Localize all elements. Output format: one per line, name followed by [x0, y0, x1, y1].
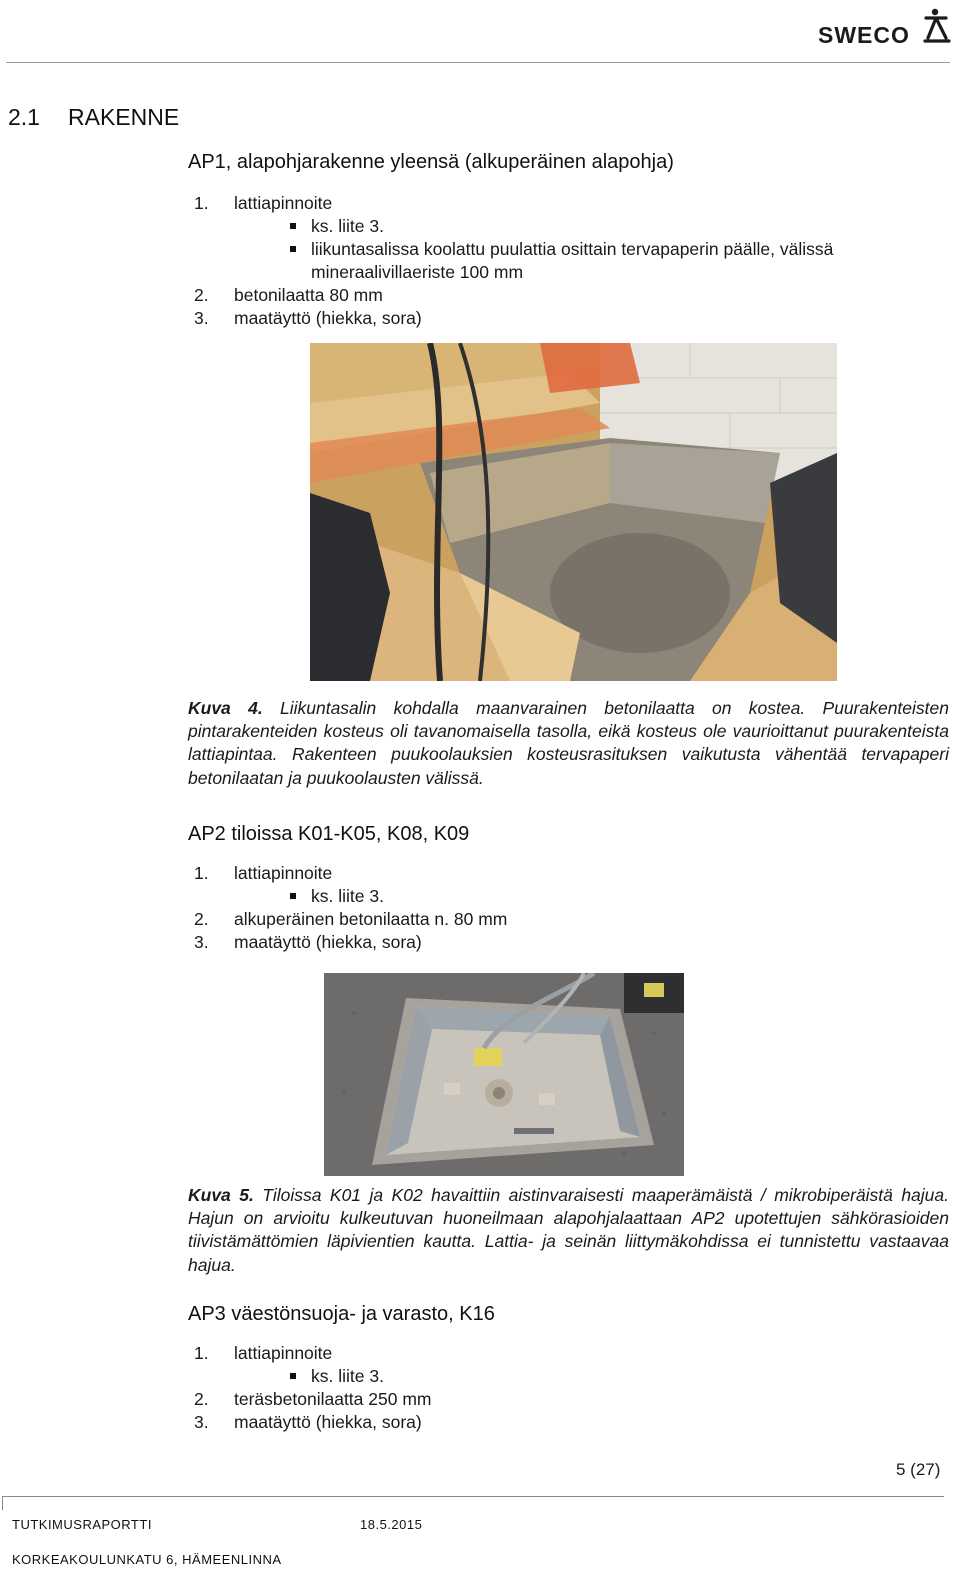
figure-4-photo	[310, 343, 837, 681]
header-divider	[6, 62, 950, 63]
figure-4-caption	[188, 697, 949, 790]
list-text: lattiapinnoite	[234, 1343, 333, 1363]
list-number: 2.	[194, 1389, 209, 1409]
figure-5-photo	[324, 973, 684, 1176]
list-number: 3.	[194, 1412, 209, 1432]
list-text: lattiapinnoite	[234, 193, 333, 213]
footer-divider	[2, 1496, 944, 1497]
company-logo	[818, 8, 952, 48]
page-number: 5 (27)	[896, 1460, 941, 1479]
figure-4-caption-text: Liikuntasalin kohdalla maanvarainen betonilaatta on kostea. Puurakenteisten pintarakenteiden kosteus oli tavanomaisella tasolla, eikä kosteus ole vaurioittanut puurakenteista lattiapintaa. Rakenteen puukoolauksien kosteusrasituksen vaikutusta vähentää tervapaperi betonilaatan ja puukoolausten välissä.	[188, 698, 949, 788]
list-number: 3.	[194, 308, 209, 328]
list-number: 1.	[194, 193, 209, 213]
section-number: 2.1	[8, 104, 40, 130]
logo-text: SWECO	[818, 22, 910, 48]
bullet-square-icon	[290, 893, 296, 899]
figure-5-caption-text: Tiloissa K01 ja K02 havaittiin aistinvaraisesti maaperämäistä / mikrobiperäistä hajua. Hajun on arvioitu kulkeutuvan huoneilmaan alapohjalaattaan AP2 upotettujen sähkörasioiden tiivistämättömien läpivientien kautta. Lattia- ja seinän liittymäkohdissa ei tunnistettu vastaavaa hajua.	[188, 1185, 950, 1275]
sweco-mark-icon	[922, 8, 952, 44]
section-title-text: RAKENNE	[68, 104, 180, 130]
list-number: 1.	[194, 863, 209, 883]
bullet-square-icon	[290, 1373, 296, 1379]
floor-box-illustration	[324, 973, 684, 1176]
list-text: maatäyttö (hiekka, sora)	[234, 308, 422, 328]
list-number: 2.	[194, 909, 209, 929]
bullet-square-icon	[290, 223, 296, 229]
bullet-text: liikuntasalissa koolattu puulattia osittain tervapaperin päälle, välissä	[311, 239, 834, 259]
ap3-heading: AP3 väestönsuoja- ja varasto, K16	[188, 1303, 495, 1325]
ap1-heading: AP1, alapohjarakenne yleensä (alkuperäinen alapohja)	[188, 151, 674, 173]
list-text: alkuperäinen betonilaatta n. 80 mm	[234, 909, 508, 929]
bullet-text-continued: mineraalivillaeriste 100 mm	[311, 262, 524, 282]
floor-opening-illustration	[310, 343, 837, 681]
footer-doc-type: TUTKIMUSRAPORTTI	[12, 1517, 152, 1532]
figure-5-caption	[188, 1184, 949, 1277]
footer-date: 18.5.2015	[360, 1517, 423, 1532]
ap2-heading: AP2 tiloissa K01-K05, K08, K09	[188, 823, 470, 845]
footer-address: KORKEAKOULUNKATU 6, HÄMEENLINNA	[12, 1552, 282, 1567]
list-text: lattiapinnoite	[234, 863, 333, 883]
list-number: 2.	[194, 285, 209, 305]
list-number: 1.	[194, 1343, 209, 1363]
list-text: betonilaatta 80 mm	[234, 285, 383, 305]
section-title	[8, 104, 179, 131]
bullet-text: ks. liite 3.	[311, 1366, 384, 1386]
bullet-text: ks. liite 3.	[311, 886, 384, 906]
list-number: 3.	[194, 932, 209, 952]
bullet-text: ks. liite 3.	[311, 216, 384, 236]
list-text: maatäyttö (hiekka, sora)	[234, 932, 422, 952]
figure-5-label: Kuva 5.	[188, 1185, 254, 1205]
list-text: teräsbetonilaatta 250 mm	[234, 1389, 432, 1409]
bullet-square-icon	[290, 246, 296, 252]
footer-divider-tick	[2, 1496, 3, 1510]
figure-4-label: Kuva 4.	[188, 698, 263, 718]
list-text: maatäyttö (hiekka, sora)	[234, 1412, 422, 1432]
